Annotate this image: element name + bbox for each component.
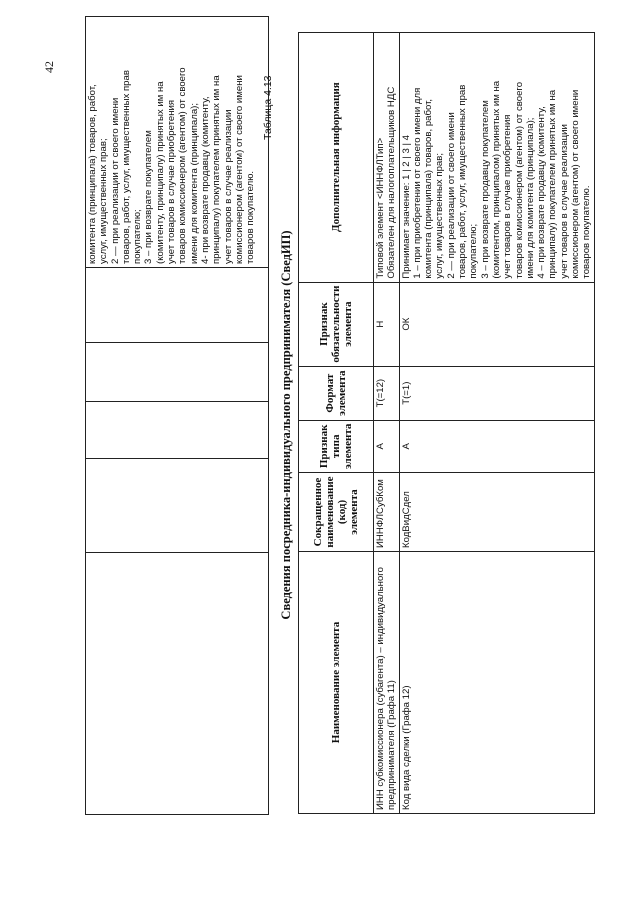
table-row [374,32,400,813]
continuation-info-cell [86,17,269,268]
blank-cell [86,553,269,815]
blank-cell [86,343,269,402]
header-element-format: Формат элемента [299,366,374,420]
header-element-code: Сокращенное наименование (код) элемента [299,473,374,552]
cell-element-name: Код вида сделки (Графа 12) [399,552,594,814]
table-number: Таблица 4.13 [262,75,274,140]
cell-additional-info: Типовой элемент <ИННФЛТип> Обязателен для налогоплательщиков НДС [374,32,400,282]
cell-element-format: T(=12) [374,366,400,420]
continuation-text: комитента (принципала) товаров, работ, услуг, имущественных прав; 2 — при реализации от своего имени товаров, работ, услуг, имущественных прав покупателю; 3 – при возврате покупателем (комитенту, принципалу) принятых им на учет товаров в случае приобретения товаров комиссионером (агентом) от своего имени для комитента (принципала); 4- при возврате продавцу (комитенту, принципалу) покупателем принятых им на учет товаров в случае реализации комиссионером (агентом) от своего имени товаров покупателю. [87,67,257,264]
table-row [399,32,594,813]
blank-cell [86,459,269,553]
continuation-table [85,16,269,815]
cell-element-required: Н [374,282,400,366]
elements-table [298,32,595,814]
blank-cell [86,268,269,343]
header-element-name: Наименование элемента [299,552,374,814]
header-element-type: Признак типа элемента [299,420,374,472]
cell-element-type: А [374,420,400,472]
cell-additional-info: Принимает значение: 1 | 2 | 3 | 4 1 – при приобретении от своего имени для комитента (принципала) товаров, работ, услуг, имущественных прав; 2 — при реализации от своего имени товаров, работ, услуг, имущественных прав покупателю; 3 – при возврате продавцу покупателем (комитентом, принципалом) принятых им на учет товаров в случае приобретения товаров комиссионером (агентом) от своего имени для комитента (принципала); 4 – при возврате продавцу (комитенту, принципалу) покупателем принятых им на учет товаров в случае реализации комиссионером (агентом) от своего имени товаров покупателю. [399,32,594,282]
cell-element-required: ОК [399,282,594,366]
table-row [86,17,269,815]
table-caption: Сведения посредника-индивидуального предпринимателя (СведИП) [279,230,293,620]
header-element-required: Признак обязательности элемента [299,282,374,366]
header-additional-info: Дополнительная информация [299,32,374,282]
cell-element-code: ИННФЛСубКом [374,473,400,552]
cell-element-code: КодВидСдел [399,473,594,552]
cell-element-type: А [399,420,594,472]
page-number: 42 [42,61,56,73]
cell-element-format: T(=1) [399,366,594,420]
table-header-row [299,32,374,813]
blank-cell [86,402,269,459]
cell-element-name: ИНН субкомиссионера (субагента) – индивидуального предпринимателя (Графа 11) [374,552,400,814]
